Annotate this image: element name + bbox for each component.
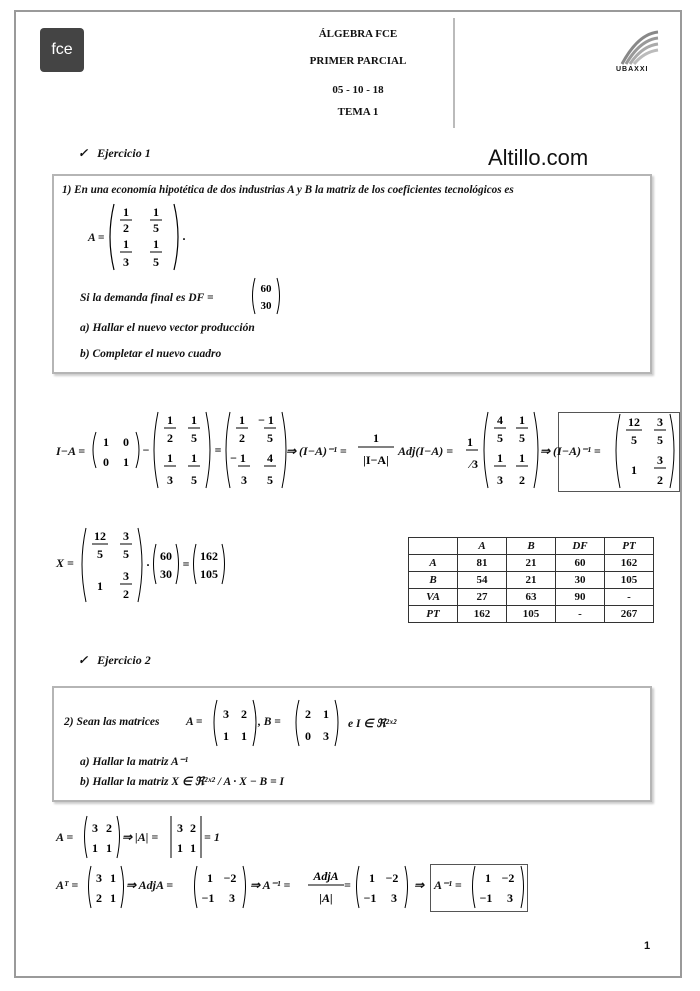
svg-text:1: 1 xyxy=(190,841,196,855)
table-cell: 21 xyxy=(507,555,556,572)
svg-text:3: 3 xyxy=(507,891,513,905)
svg-text:3: 3 xyxy=(123,529,129,543)
table-cell: 81 xyxy=(458,555,507,572)
svg-text:1: 1 xyxy=(110,871,116,885)
svg-text:1: 1 xyxy=(92,841,98,855)
demand-text: Si la demanda final es DF = xyxy=(80,292,214,304)
svg-text:1: 1 xyxy=(207,871,213,885)
svg-text:− 1: − 1 xyxy=(230,451,246,465)
svg-text:3: 3 xyxy=(123,255,129,269)
svg-text:0: 0 xyxy=(123,435,129,449)
inverse-result-label: ⇒ (I−A)⁻¹ = xyxy=(540,444,601,458)
table-cell: B xyxy=(507,538,556,555)
table-cell: PT xyxy=(409,606,458,623)
svg-text:3: 3 xyxy=(96,871,102,885)
svg-text:2: 2 xyxy=(123,587,129,601)
svg-text:4: 4 xyxy=(497,413,503,427)
i-minus-a-expression xyxy=(92,410,290,490)
svg-text:3: 3 xyxy=(657,415,663,429)
exercise1-heading-text: Ejercicio 1 xyxy=(97,146,151,160)
table-cell: 90 xyxy=(556,589,605,606)
matrix-a-coefficients xyxy=(108,202,188,272)
exercise2-part-b: b) Hallar la matriz X ∈ ℜ²ˣ² / A · X − B = I xyxy=(80,776,284,788)
svg-text:−: − xyxy=(142,443,150,457)
svg-text:3: 3 xyxy=(657,453,663,467)
adjoint-label: Adj(I−A) = xyxy=(398,444,454,458)
svg-text:5: 5 xyxy=(519,431,525,445)
svg-text:0: 0 xyxy=(305,729,311,743)
svg-text:12: 12 xyxy=(94,529,106,543)
svg-text:5: 5 xyxy=(267,431,273,445)
demand-value-2: 30 xyxy=(260,300,272,312)
table-cell: A xyxy=(409,555,458,572)
exercise2-statement: 2) Sean las matrices xyxy=(64,716,160,728)
table-cell: - xyxy=(556,606,605,623)
header-divider xyxy=(453,18,455,128)
svg-text:12: 12 xyxy=(628,415,640,429)
svg-text:3: 3 xyxy=(223,707,229,721)
table-header-row xyxy=(409,538,654,555)
table-cell: 105 xyxy=(507,606,556,623)
svg-text:1: 1 xyxy=(191,451,197,465)
svg-text:5: 5 xyxy=(497,431,503,445)
exam-title: PRIMER PARCIAL xyxy=(309,55,407,67)
matrix-a-label: A = xyxy=(88,232,105,244)
transpose-label: Aᵀ = xyxy=(56,878,79,892)
svg-text:1: 1 xyxy=(97,579,103,593)
svg-text:1: 1 xyxy=(239,413,245,427)
table-cell: 30 xyxy=(556,572,605,589)
svg-text:0: 0 xyxy=(103,455,109,469)
ubaxxi-text: UBAXXI xyxy=(616,66,649,73)
det-denominator: |A| xyxy=(319,891,333,905)
svg-text:2: 2 xyxy=(190,821,196,835)
table-cell: B xyxy=(409,572,458,589)
svg-text:2: 2 xyxy=(106,821,112,835)
fce-logo: fce xyxy=(40,28,84,72)
svg-text:−1: −1 xyxy=(201,891,215,905)
svg-text:=: = xyxy=(214,443,222,457)
table-cell: PT xyxy=(605,538,654,555)
i-minus-a-label: I−A = xyxy=(56,444,86,458)
svg-text:1: 1 xyxy=(223,729,229,743)
table-cell: DF xyxy=(556,538,605,555)
svg-text:30: 30 xyxy=(160,567,172,581)
course-title: ÁLGEBRA FCE xyxy=(318,28,398,40)
svg-text:1: 1 xyxy=(123,237,129,251)
svg-text:.: . xyxy=(146,555,150,569)
checkmark-icon: ✓ xyxy=(78,146,89,160)
table-row xyxy=(409,555,654,572)
svg-text:−2: −2 xyxy=(501,871,515,885)
svg-text:5: 5 xyxy=(267,473,273,487)
svg-text:1: 1 xyxy=(497,451,503,465)
svg-text:60: 60 xyxy=(160,549,172,563)
svg-text:|I−A|: |I−A| xyxy=(363,453,389,467)
table-cell: 60 xyxy=(556,555,605,572)
input-output-table xyxy=(408,537,654,623)
svg-text:3: 3 xyxy=(323,729,329,743)
inverse-label: ⇒ (I−A)⁻¹ = xyxy=(286,444,347,458)
svg-text:1: 1 xyxy=(106,841,112,855)
x-label: X = xyxy=(56,556,74,570)
svg-text:⁄3: ⁄3 xyxy=(469,457,479,471)
table-cell: 267 xyxy=(605,606,654,623)
svg-text:1: 1 xyxy=(373,431,379,445)
svg-text:2: 2 xyxy=(123,221,129,235)
det-result: = 1 xyxy=(204,830,220,844)
svg-text:1: 1 xyxy=(369,871,375,885)
matrix-a3 xyxy=(82,814,122,860)
svg-text:1: 1 xyxy=(323,707,329,721)
final-inverse-matrix xyxy=(470,864,526,910)
svg-text:3: 3 xyxy=(241,473,247,487)
svg-text:3: 3 xyxy=(177,821,183,835)
svg-text:3: 3 xyxy=(497,473,503,487)
demand-vector xyxy=(250,276,282,316)
part-a: a) Hallar el nuevo vector producción xyxy=(80,322,255,334)
adj-numerator: AdjA xyxy=(313,869,339,883)
svg-text:5: 5 xyxy=(631,433,637,447)
demand-value-1: 60 xyxy=(260,283,272,295)
svg-text:−1: −1 xyxy=(363,891,377,905)
svg-text:1: 1 xyxy=(123,205,129,219)
x-result-1: 162 xyxy=(200,549,218,563)
equals-sign: = xyxy=(344,878,351,892)
svg-text:1: 1 xyxy=(167,413,173,427)
det-value-label: ⇒ |A| = xyxy=(122,830,159,844)
identity-label: e I ∈ ℜ²ˣ² xyxy=(348,718,397,730)
inv-label: ⇒ A⁻¹ = xyxy=(250,878,291,892)
table-cell xyxy=(409,538,458,555)
one-over-det xyxy=(354,428,396,468)
page-number: 1 xyxy=(644,940,651,952)
svg-text:1: 1 xyxy=(519,413,525,427)
final-inverse-label: A⁻¹ = xyxy=(434,878,462,892)
svg-text:2: 2 xyxy=(241,707,247,721)
svg-text:−2: −2 xyxy=(385,871,399,885)
checkmark-icon: ✓ xyxy=(78,653,89,667)
svg-text:2: 2 xyxy=(305,707,311,721)
svg-text:2: 2 xyxy=(239,431,245,445)
table-cell: VA xyxy=(409,589,458,606)
tema-label: TEMA 1 xyxy=(337,106,379,118)
matrix-b-label: , B = xyxy=(258,716,281,728)
determinant xyxy=(168,814,204,860)
svg-text:5: 5 xyxy=(153,221,159,235)
svg-text:1: 1 xyxy=(519,451,525,465)
exercise2-box xyxy=(52,686,652,802)
matrix-a2 xyxy=(212,698,258,748)
svg-text:=: = xyxy=(182,557,190,571)
x-result-2: 105 xyxy=(200,567,218,581)
inverse-matrix xyxy=(614,412,678,490)
svg-text:1: 1 xyxy=(110,891,116,905)
exercise2-heading xyxy=(78,653,151,668)
table-row xyxy=(409,606,654,623)
svg-text:5: 5 xyxy=(191,431,197,445)
svg-text:2: 2 xyxy=(167,431,173,445)
svg-text:− 1: − 1 xyxy=(258,413,274,427)
svg-text:3: 3 xyxy=(123,569,129,583)
svg-text:2: 2 xyxy=(519,473,525,487)
svg-text:5: 5 xyxy=(657,433,663,447)
det-a-label: A = xyxy=(56,830,74,844)
table-cell: A xyxy=(458,538,507,555)
svg-text:3: 3 xyxy=(167,473,173,487)
table-cell: 21 xyxy=(507,572,556,589)
implies-sign: ⇒ xyxy=(414,878,425,892)
x-computation xyxy=(80,526,230,606)
svg-text:1: 1 xyxy=(103,435,109,449)
svg-text:1: 1 xyxy=(177,841,183,855)
svg-text:5: 5 xyxy=(191,473,197,487)
table-cell: 54 xyxy=(458,572,507,589)
table-cell: 27 xyxy=(458,589,507,606)
svg-text:−1: −1 xyxy=(479,891,493,905)
exercise1-heading xyxy=(78,146,151,161)
transpose-matrix xyxy=(86,864,126,910)
exercise1-box xyxy=(52,174,652,374)
svg-text:1: 1 xyxy=(241,729,247,743)
watermark: Altillo.com xyxy=(488,145,589,170)
svg-text:5: 5 xyxy=(123,547,129,561)
svg-text:1: 1 xyxy=(153,205,159,219)
exercise2-part-a: a) Hallar la matriz A⁻¹ xyxy=(80,756,189,768)
svg-text:4: 4 xyxy=(267,451,273,465)
svg-text:.: . xyxy=(182,229,186,243)
table-row xyxy=(409,589,654,606)
adj-matrix xyxy=(192,864,248,910)
svg-text:1: 1 xyxy=(631,463,637,477)
svg-text:5: 5 xyxy=(153,255,159,269)
svg-text:2: 2 xyxy=(657,473,663,487)
svg-text:3: 3 xyxy=(229,891,235,905)
table-cell: 105 xyxy=(605,572,654,589)
svg-text:1: 1 xyxy=(191,413,197,427)
svg-text:−2: −2 xyxy=(223,871,237,885)
svg-text:1: 1 xyxy=(123,455,129,469)
svg-text:1: 1 xyxy=(153,237,159,251)
part-b: b) Completar el nuevo cuadro xyxy=(80,348,222,360)
table-cell: - xyxy=(605,589,654,606)
adjoint-matrix xyxy=(466,410,542,490)
table-row xyxy=(409,572,654,589)
svg-text:3: 3 xyxy=(391,891,397,905)
exercise1-statement: 1) En una economía hipotética de dos industrias A y B la matriz de los coeficientes tecnológicos es xyxy=(62,184,514,196)
svg-text:1: 1 xyxy=(167,451,173,465)
svg-text:5: 5 xyxy=(97,547,103,561)
svg-text:2: 2 xyxy=(96,891,102,905)
adj-over-det xyxy=(306,866,346,910)
exam-date: 05 - 10 - 18 xyxy=(332,84,384,96)
table-cell: 162 xyxy=(605,555,654,572)
matrix-a2-label: A = xyxy=(186,716,203,728)
inverse-matrix-2 xyxy=(354,864,410,910)
svg-text:1: 1 xyxy=(467,435,473,449)
svg-text:1: 1 xyxy=(485,871,491,885)
svg-text:3: 3 xyxy=(92,821,98,835)
table-cell: 162 xyxy=(458,606,507,623)
table-cell: 63 xyxy=(507,589,556,606)
matrix-b xyxy=(294,698,340,748)
adj-label: ⇒ AdjA = xyxy=(126,878,174,892)
exercise2-heading-text: Ejercicio 2 xyxy=(97,653,151,667)
